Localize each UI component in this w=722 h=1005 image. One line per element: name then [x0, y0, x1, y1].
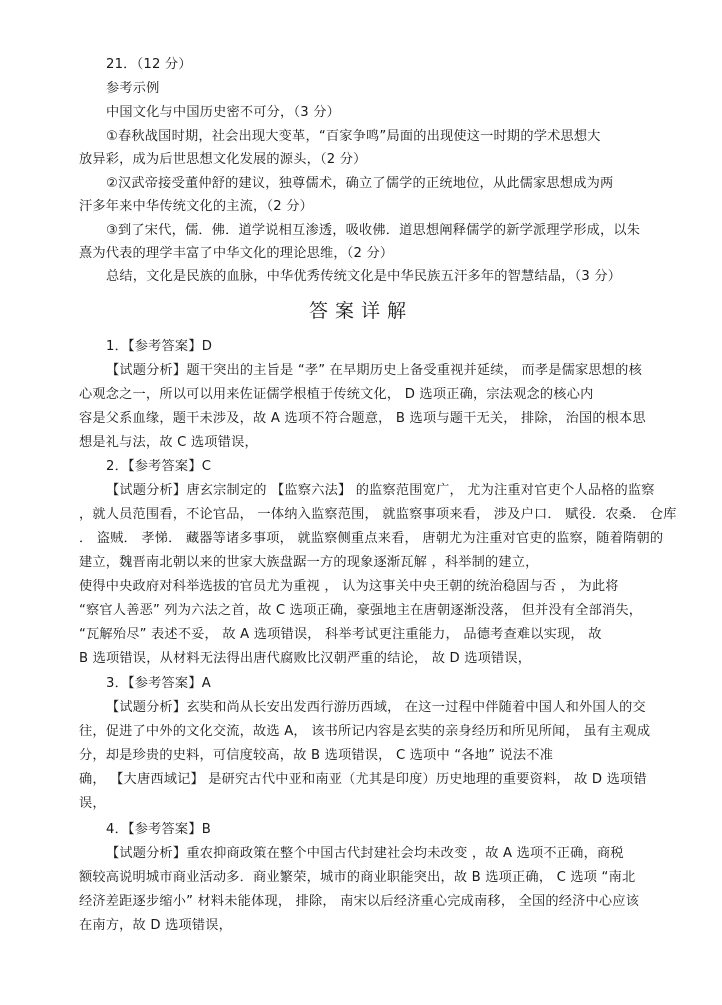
- answer-line: 中国文化与中国历史密不可分，（3 分）: [106, 105, 340, 120]
- section-title: 答案详解: [308, 300, 413, 322]
- answer-line: 放异彩，成为后世思想文化发展的源头，（2 分）: [79, 152, 367, 167]
- analysis-line: 额较高说明城市商业活动多．商业繁荣，城市的商业职能突出，故 B 选项正确， C 选项 “南北: [79, 870, 636, 885]
- analysis-line: 使得中央政府对科举选拔的官员尤为重视 ， 认为这事关中央王朝的统治稳固与否 ， 为此将: [79, 579, 619, 594]
- analysis-line: 往，促进了中外的文化交流，故选 A， 该书所记内容是玄奘的亲身经历和所见所闻， 虽有主观成: [79, 724, 651, 739]
- analysis-line: 误，: [79, 796, 106, 811]
- analysis-line: 分，却是珍贵的史料，可信度较高，故 B 选项错误， C 选项中 “各地” 说法不准: [79, 748, 554, 763]
- analysis-line: “察官人善恶” 列为六法之首，故 C 选项正确，豪强地主在唐朝逐渐没落， 但并没有全部消失，: [79, 603, 643, 618]
- analysis-line: 【试题分析】唐玄宗制定的 【监察六法】 的监察范围宽广， 尤为注重对官吏个人品格的监察: [106, 483, 655, 498]
- analysis-line: 想是礼与法，故 C 选项错误，: [79, 435, 258, 450]
- question-21-header: 21．（12 分）: [106, 57, 192, 72]
- analysis-line: ． 盗贼． 孝悌． 藏器等诸多事项， 就监察侧重点来看， 唐朝尤为注重对官吏的监察，随着隋朝的: [79, 531, 664, 546]
- answer-line: ①春秋战国时期，社会出现大变革，“百家争鸣”局面的出现使这一时期的学术思想大: [106, 129, 601, 144]
- analysis-line: ，就人员范围看，不论官品， 一体纳入监察范围， 就监察事项来看， 涉及户口． 赋役．农桑． 仓库: [79, 507, 677, 522]
- answer-4-header: 4．【参考答案】B: [106, 822, 211, 837]
- analysis-line: B 选项错误，从材料无法得出唐代腐败比汉朝严重的结论， 故 D 选项错误，: [79, 651, 532, 666]
- analysis-line: 确， 【大唐西域记】 是研究古代中亚和南亚（尤其是印度）历史地理的重要资料， 故 D 选项错: [79, 772, 647, 787]
- analysis-line: 在南方，故 D 选项错误，: [79, 918, 233, 933]
- analysis-line: 建立，魏晋南北朝以来的世家大族盘踞一方的现象逐渐瓦解 ，科举制的建立，: [79, 555, 539, 570]
- analysis-line: 心观念之一，所以可以用来佐证儒学根植于传统文化， D 选项正确，宗法观念的核心内: [79, 387, 594, 402]
- analysis-line: 经济差距逐步缩小” 材料未能体现， 排除， 南宋以后经济重心完成南移， 全国的经济中心应该: [79, 894, 640, 909]
- answer-line: ②汉武帝接受董仲舒的建议，独尊儒术，确立了儒学的正统地位，从此儒家思想成为两: [106, 176, 614, 191]
- answer-line: ③到了宋代，儒．佛．道学说相互渗透，吸收佛．道思想阐释儒学的新学派理学形成，以朱: [106, 223, 641, 238]
- analysis-line: 【试题分析】重农抑商政策在整个中国古代封建社会均未改变 ，故 A 选项不正确，商税: [106, 846, 624, 861]
- answer-1-header: 1．【参考答案】D: [106, 339, 213, 354]
- summary-line: 总结，文化是民族的血脉，中华优秀传统文化是中华民族五汗多年的智慧结晶，（3 分）: [106, 269, 622, 284]
- answer-3-header: 3．【参考答案】A: [106, 676, 211, 691]
- analysis-line: “瓦解殆尽” 表述不妥， 故 A 选项错误， 科举考试更注重能力， 品德考查难以实现， 故: [79, 627, 602, 642]
- analysis-line: 【试题分析】玄奘和尚从长安出发西行游历西域， 在这一过程中伴随着中国人和外国人的交: [106, 700, 646, 715]
- answer-line: 汗多年来中华传统文化的主流，（2 分）: [79, 199, 313, 214]
- analysis-line: 【试题分析】题干突出的主旨是 “孝” 在早期历史上备受重视并延续， 而孝是儒家思想的核: [106, 363, 642, 378]
- reference-example-label: 参考示例: [106, 81, 160, 96]
- analysis-line: 容是父系血缘，题干未涉及，故 A 选项不符合题意， B 选项与题干无关， 排除， 治国的根本思: [79, 411, 646, 426]
- answer-2-header: 2．【参考答案】C: [106, 459, 212, 474]
- answer-line: 熹为代表的理学丰富了中华文化的理论思维，（2 分）: [79, 246, 394, 261]
